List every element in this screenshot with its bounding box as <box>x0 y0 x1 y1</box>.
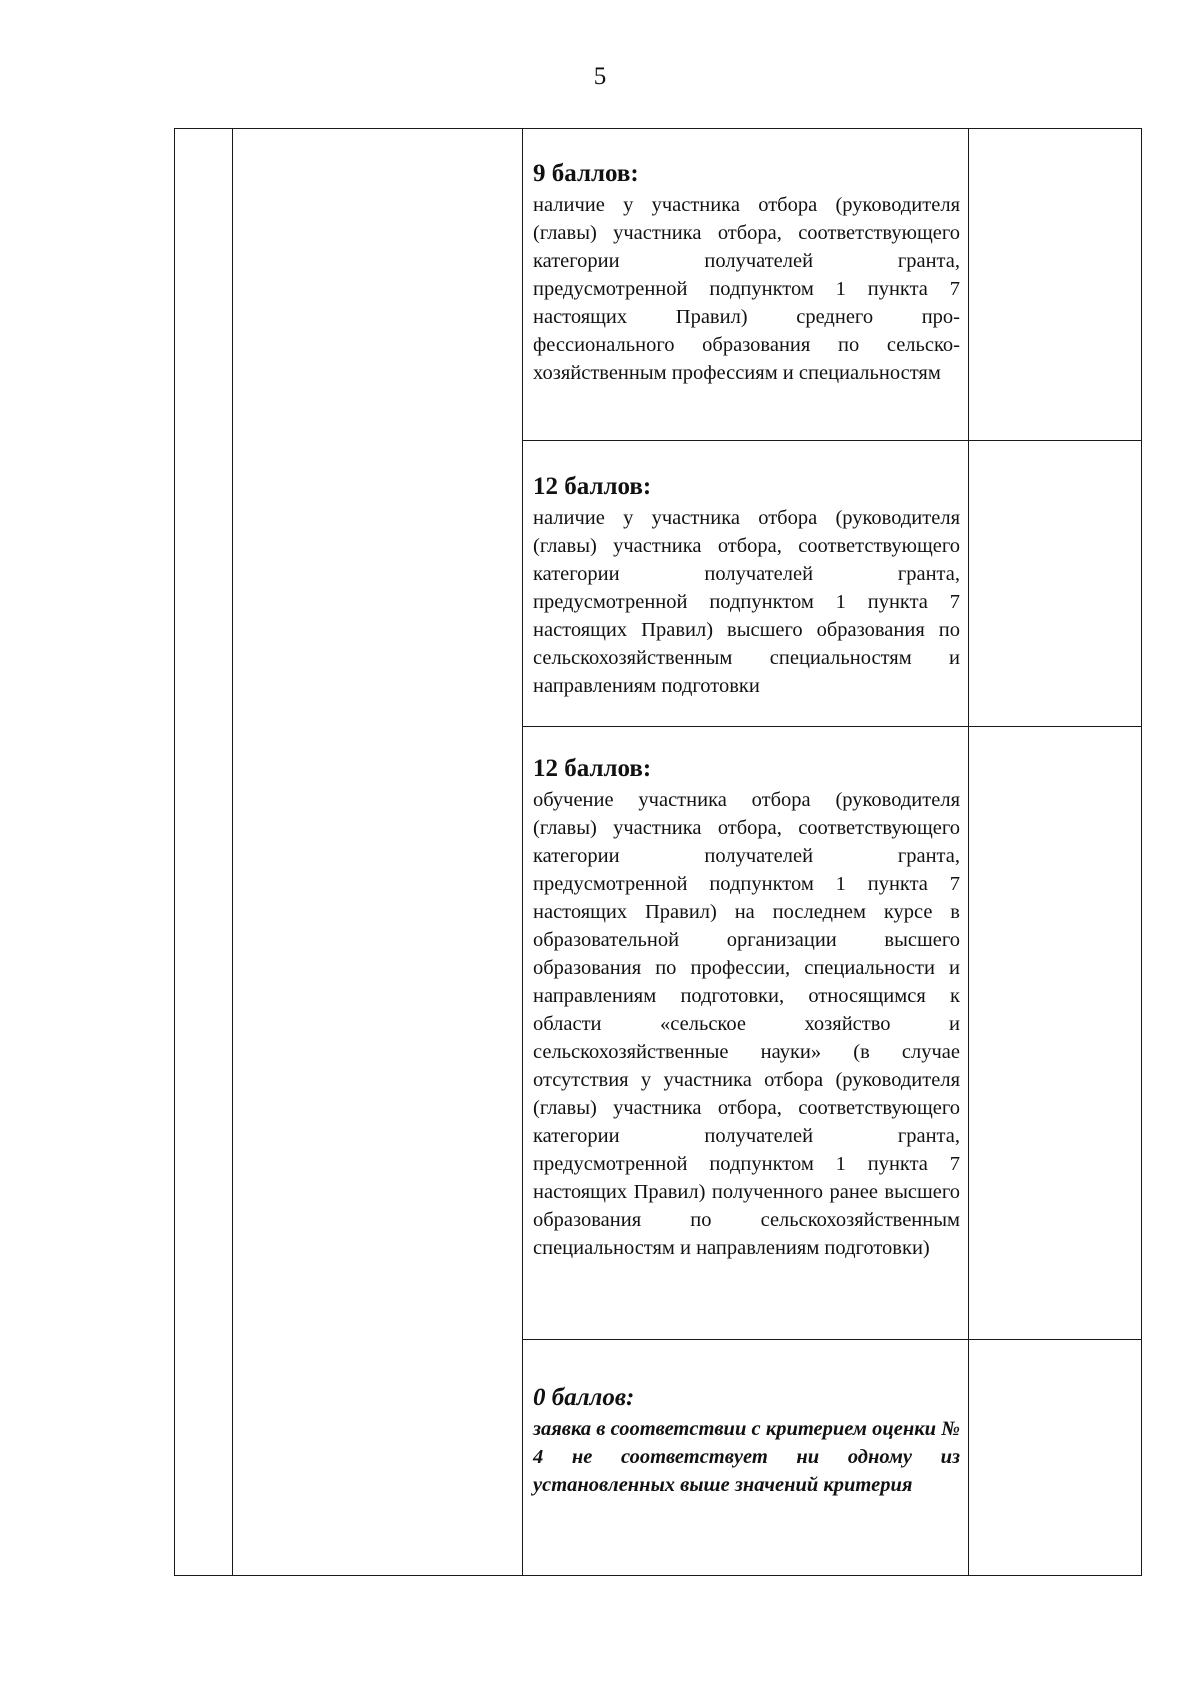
row-divider-3 <box>522 1339 1141 1340</box>
page-number: 5 <box>593 63 607 90</box>
score-cell-1 <box>523 159 970 387</box>
score-heading: 12 баллов: <box>533 473 652 500</box>
row-divider-1 <box>522 440 1141 441</box>
score-description: заявка в соответствии с критерием оценки № 4 не соответствует ни одному из установленных выше значений критерия <box>533 1418 960 1496</box>
score-cell-3 <box>523 754 970 1262</box>
column-divider-1 <box>232 129 233 1575</box>
row-divider-2 <box>522 726 1141 727</box>
score-heading: 12 баллов: <box>533 755 652 782</box>
score-cell-2 <box>523 472 970 700</box>
score-cell-4 <box>523 1383 970 1499</box>
score-description: обучение участника отбора (руководителя (главы) участника отбора, соответствующего категории получателей гранта, предусмотренной подпунктом 1 пункта 7 настоящих Правил) на последнем курсе в образовательной организации высшего образования по профессии, специальности и направлениям подготовки, относящимся к области «сельское хозяйство и сельскохозяйственные науки» (в случае отсутствия у участника отбора (руководителя (главы) участника отбора, соответствующего категории получателей гранта, предусмотренной подпунктом 1 пункта 7 настоящих Правил) полученного ранее высшего образования по сельскохозяйственным специальностям и направлениям подготовки) <box>533 789 960 1259</box>
score-description: наличие у участника отбора (руководителя (главы) участника отбора, соответствующего категории получателей гранта, предусмотренной подпунктом 1 пункта 7 настоящих Правил) высшего образования по сельскохозяйственным специальностям и направлениям подготовки <box>533 507 960 697</box>
score-description: наличие у участника отбора (руководителя (главы) участника отбора, соответствующего категории получателей гранта, предусмотренной подпунктом 1 пункта 7 настоящих Правил) среднего профессионального образования по сельскохозяйственным профессиям и специальностям <box>533 194 960 384</box>
score-heading: 0 баллов: <box>533 1384 635 1411</box>
score-heading: 9 баллов: <box>533 160 639 187</box>
criteria-table <box>174 128 1142 1576</box>
